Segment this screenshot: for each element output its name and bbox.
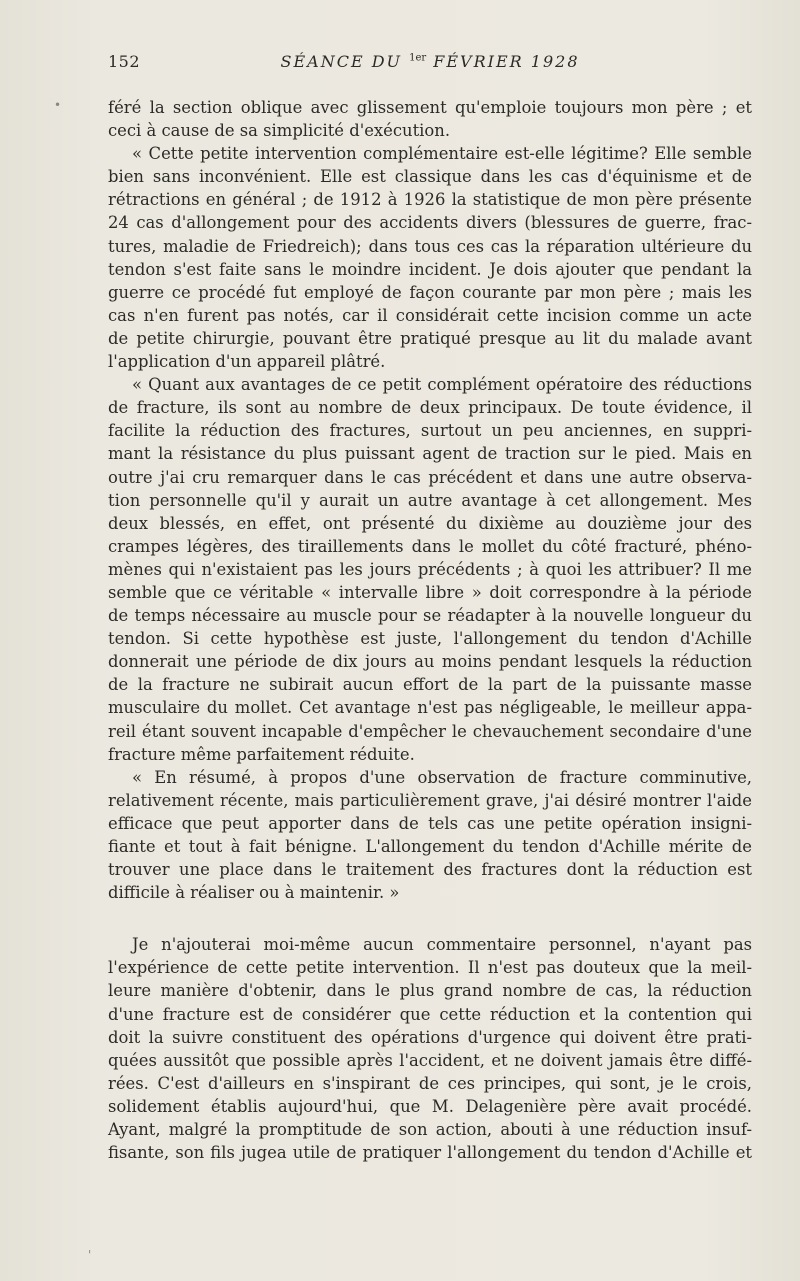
text-line: outre j'ai cru remarquer dans le cas précédent et dans une autre observa-	[108, 467, 752, 487]
running-head-sup: 1er	[409, 52, 427, 64]
paragraph	[108, 373, 752, 766]
text-line: féré la section oblique avec glissement qu'emploie toujours mon père ; et	[108, 98, 752, 117]
text-line: l'application d'un appareil plâtré.	[108, 352, 386, 372]
text-line: crampes légères, des tiraillements dans le mollet du côté fracturé, phéno-	[108, 536, 752, 556]
text-line: tures, maladie de Friedreich); dans tous ces cas la réparation ultérieure du	[108, 236, 752, 256]
paragraph	[108, 766, 752, 905]
text-line: relativement récente, mais particulièrement grave, j'ai désiré montrer l'aide	[108, 790, 752, 810]
text-line: Je n'ajouterai moi-même aucun commentaire personnel, n'ayant pas	[132, 935, 752, 955]
text-line: tion personnelle qu'il y aurait un autre avantage à cet allongement. Mes	[108, 490, 752, 510]
text-line: 24 cas d'allongement pour des accidents divers (blessures de guerre, frac-	[108, 213, 752, 233]
text-line: bien sans inconvénient. Elle est classique dans les cas d'équinisme et de	[108, 167, 752, 187]
text-line: de la fracture ne subirait aucun effort de la part de la puissante masse	[108, 675, 752, 695]
paragraph-gap	[108, 904, 752, 933]
text-line: musculaire du mollet. Cet avantage n'est pas négligeable, le meilleur appa-	[108, 698, 752, 718]
text-line: mènes qui n'existaient pas les jours précédents ; à quoi les attribuer? Il me	[108, 559, 752, 579]
running-head-text: SÉANCE DU	[280, 52, 403, 71]
text-line: tendon. Si cette hypothèse est juste, l'allongement du tendon d'Achille	[108, 629, 752, 649]
text-line: trouver une place dans le traitement des fractures dont la réduction est	[108, 860, 752, 880]
running-head-tail: FÉVRIER 1928	[433, 52, 580, 71]
text-line: de temps nécessaire au muscle pour se réadapter à la nouvelle longueur du	[108, 606, 752, 626]
text-line: difficile à réaliser ou à maintenir. »	[108, 883, 400, 903]
text-line: « Cette petite intervention complémentaire est-elle légitime? Elle semble	[132, 144, 752, 164]
margin-speck: •	[54, 98, 62, 112]
text-line: « Quant aux avantages de ce petit complément opératoire des réductions	[132, 375, 752, 395]
text-line: cas n'en furent pas notés, car il considérait cette incision comme un acte	[108, 305, 752, 325]
text-line: fisante, son fils jugea utile de pratiquer l'allongement du tendon d'Achille et	[108, 1143, 752, 1163]
text-line: fiante et tout à fait bénigne. L'allongement du tendon d'Achille mérite de	[108, 837, 752, 856]
running-head	[108, 52, 752, 71]
text-line: facilite la réduction des fractures, surtout un peu anciennes, en suppri-	[108, 421, 752, 441]
text-line: fracture même parfaitement réduite.	[108, 744, 415, 764]
text-line: guerre ce procédé fut employé de façon courante par mon père ; mais les	[108, 282, 752, 302]
text-line: rétractions en général ; de 1912 à 1926 la statistique de mon père présente	[108, 190, 752, 210]
text-line: solidement établis aujourd'hui, que M. Delagenière père avait procédé.	[108, 1096, 752, 1116]
text-line: ceci à cause de sa simplicité d'exécution.	[108, 121, 451, 141]
text-line: mant la résistance du plus puissant agent de traction sur le pied. Mais en	[108, 444, 752, 464]
text-line: d'une fracture est de considérer que cette réduction et la contention qui	[108, 1004, 752, 1024]
text-line: leure manière d'obtenir, dans le plus grand nombre de cas, la réduction	[108, 981, 752, 1001]
text-line: doit la suivre constituent des opérations d'urgence qui doivent être prati-	[108, 1027, 752, 1047]
paragraph	[108, 96, 752, 142]
text-line: efficace que peut apporter dans de tels cas une petite opération insigni-	[108, 813, 752, 833]
page-header	[108, 52, 752, 76]
text-line: rées. C'est d'ailleurs en s'inspirant de ces principes, qui sont, je le crois,	[108, 1073, 752, 1093]
page-number: 152	[108, 52, 141, 71]
text-line: semble que ce véritable « intervalle libre » doit correspondre à la période	[108, 582, 752, 602]
text-line: l'expérience de cette petite intervention. Il n'est pas douteux que la meil-	[108, 958, 752, 978]
text-line: « En résumé, à propos d'une observation de fracture comminutive,	[132, 767, 752, 787]
body-text	[108, 96, 752, 1164]
text-line: deux blessés, en effet, ont présenté du dixième au douzième jour des	[108, 513, 752, 533]
text-line: reil étant souvent incapable d'empêcher le chevauchement secondaire d'une	[108, 721, 752, 741]
paragraph	[108, 142, 752, 373]
paragraph	[108, 933, 752, 1164]
text-line: de petite chirurgie, pouvant être pratiqué presque au lit du malade avant	[108, 328, 752, 348]
text-line: tendon s'est faite sans le moindre incident. Je dois ajouter que pendant la	[108, 259, 752, 279]
margin-speck: '	[88, 1248, 92, 1262]
text-line: donnerait une période de dix jours au moins pendant lesquels la réduction	[108, 652, 752, 672]
text-line: de fracture, ils sont au nombre de deux principaux. De toute évidence, il	[108, 398, 752, 418]
text-line: quées aussitôt que possible après l'accident, et ne doivent jamais être diffé-	[108, 1050, 752, 1070]
text-line: Ayant, malgré la promptitude de son action, abouti à une réduction insuf-	[108, 1120, 752, 1140]
